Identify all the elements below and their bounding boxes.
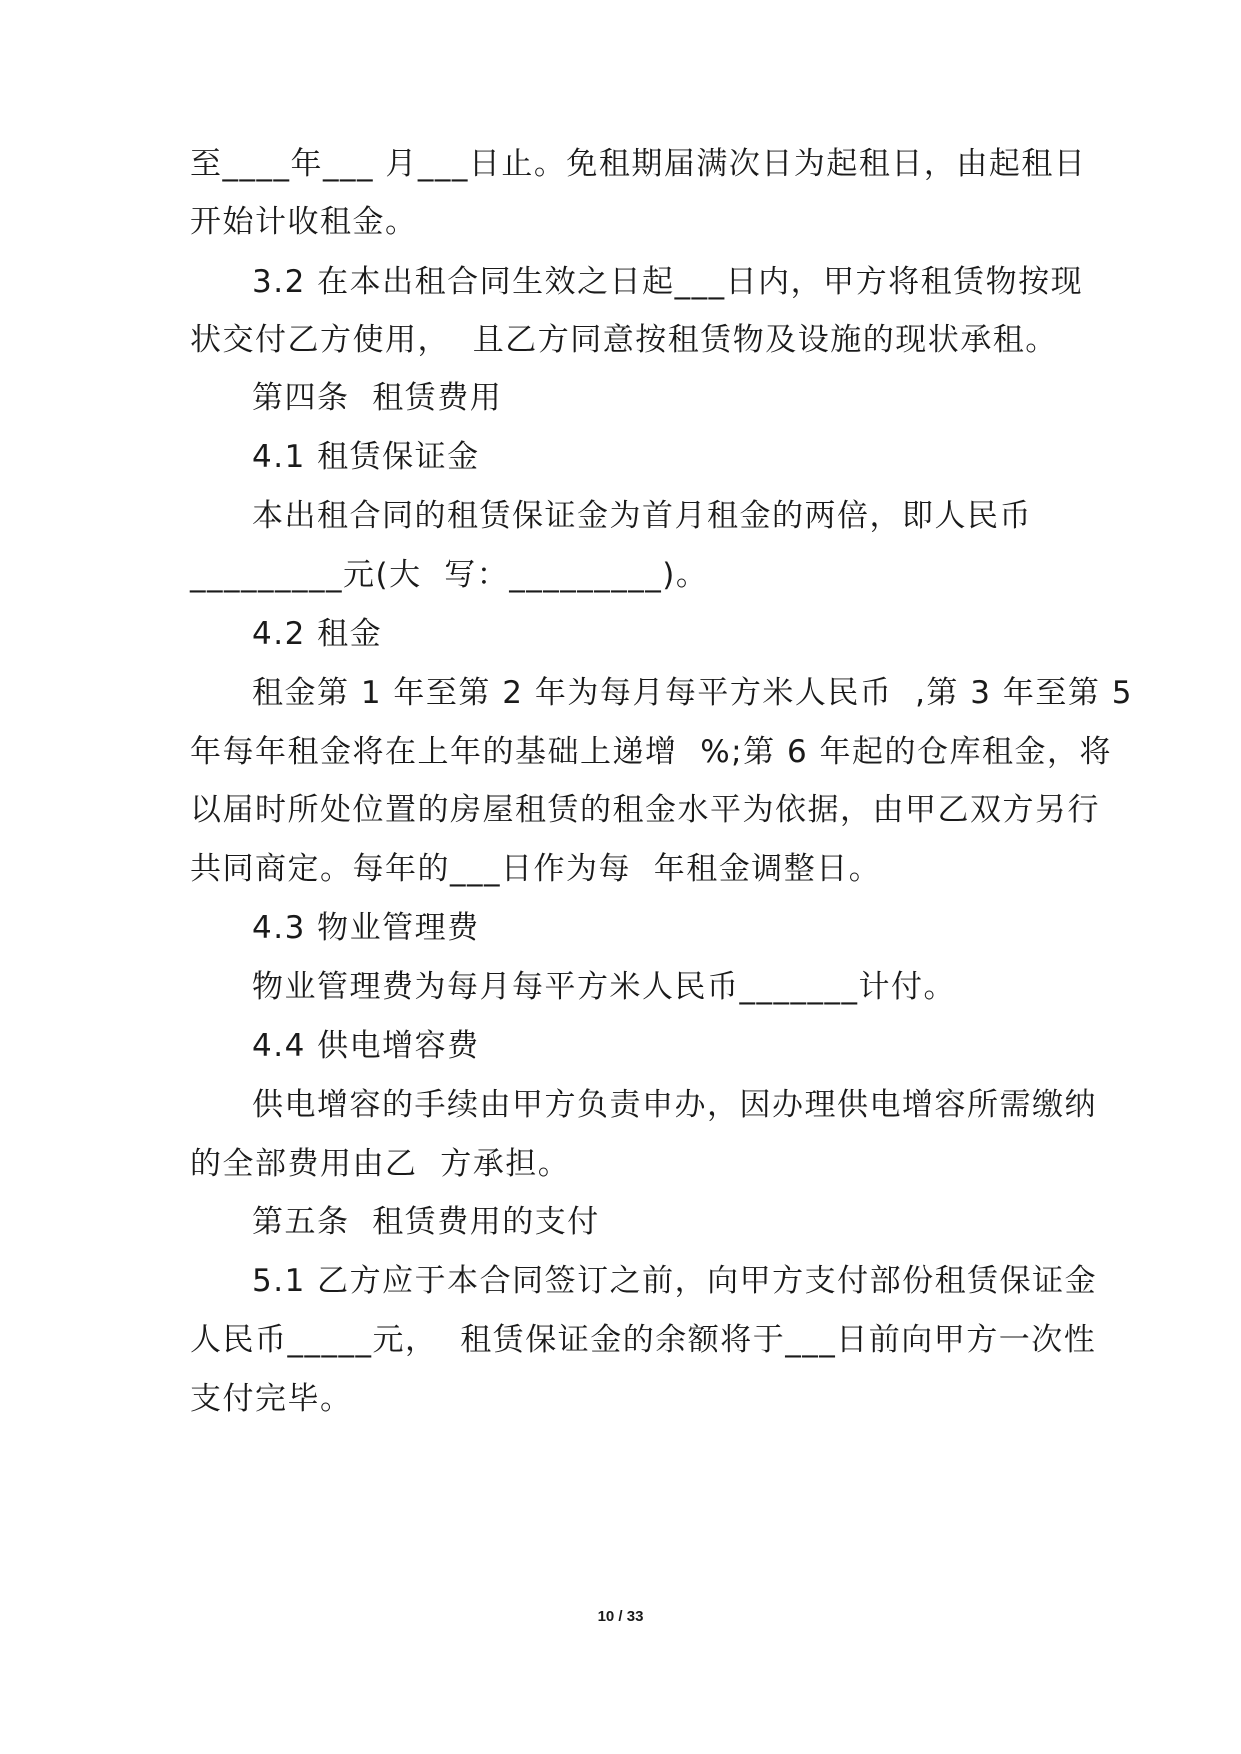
subsection-heading: 4.2 租金 [252, 616, 383, 652]
section-heading: 第四条 租赁费用 [252, 380, 503, 416]
text-line: _________元(大 写：_________)。 [190, 557, 709, 593]
text-line: 本出租合同的租赁保证金为首月租金的两倍，即人民币 [252, 498, 1032, 534]
text-line: 状交付乙方使用， 且乙方同意按租赁物及设施的现状承租。 [190, 322, 1058, 358]
text-line: 物业管理费为每月每平方米人民币_______计付。 [252, 969, 956, 1005]
text-line: 至____年___ 月___日止。免租期届满次日为起租日，由起租日 [190, 146, 1087, 182]
page-number: 10 / 33 [597, 1608, 644, 1625]
text-line: 共同商定。每年的___日作为每 年租金调整日。 [190, 851, 882, 887]
text-line: 年每年租金将在上年的基础上递增 %;第 6 年起的仓库租金，将 [190, 734, 1113, 770]
subsection-heading: 4.4 供电增容费 [252, 1028, 480, 1064]
text-line: 开始计收租金。 [190, 204, 418, 240]
text-line: 5.1 乙方应于本合同签订之前，向甲方支付部份租赁保证金 [252, 1263, 1098, 1299]
section-heading: 第五条 租赁费用的支付 [252, 1204, 600, 1240]
text-line: 的全部费用由乙 方承担。 [190, 1146, 571, 1182]
text-line: 支付完毕。 [190, 1381, 353, 1417]
subsection-heading: 4.3 物业管理费 [252, 910, 480, 946]
subsection-heading: 4.1 租赁保证金 [252, 439, 480, 475]
text-line: 租金第 1 年至第 2 年为每月每平方米人民币 ,第 3 年至第 5 [252, 675, 1133, 711]
text-line: 供电增容的手续由甲方负责申办，因办理供电增容所需缴纳 [252, 1087, 1097, 1123]
text-line: 人民币_____元， 租赁保证金的余额将于___日前向甲方一次性 [190, 1322, 1097, 1358]
text-line: 以届时所处位置的房屋租赁的租金水平为依据，由甲乙双方另行 [190, 792, 1100, 828]
text-line: 3.2 在本出租合同生效之日起___日内，甲方将租赁物按现 [252, 264, 1084, 300]
